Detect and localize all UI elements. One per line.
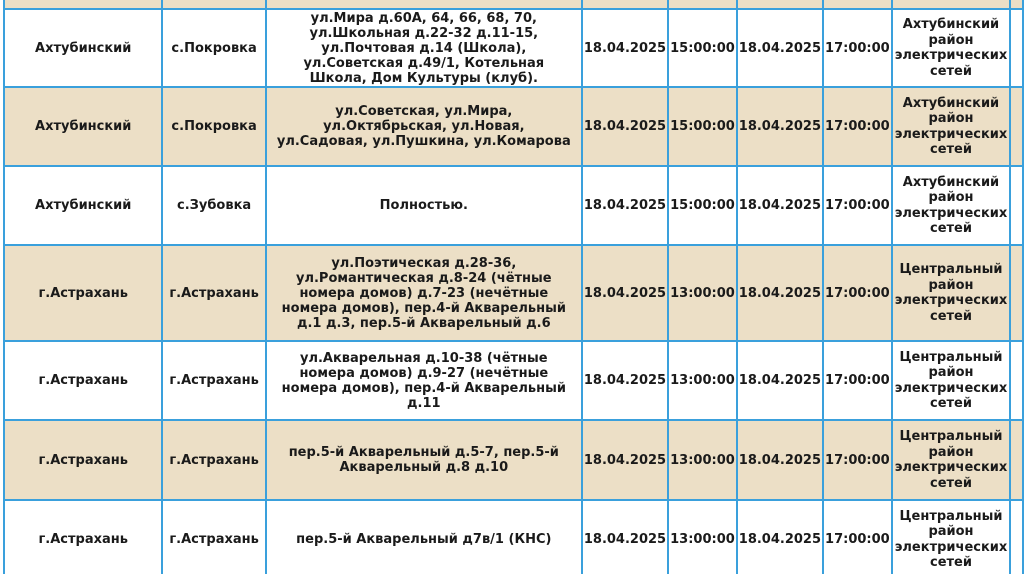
end-time-cell: 17:00:00	[823, 341, 892, 420]
end-time-cell	[823, 0, 892, 9]
end-time-cell: 17:00:00	[823, 245, 892, 341]
bottom-margin	[0, 574, 1024, 580]
cut-off-column-cell	[1010, 9, 1023, 87]
end-date-cell: 18.04.2025	[737, 341, 823, 420]
start-time-cell	[668, 0, 737, 9]
start-date-cell: 18.04.2025	[582, 87, 668, 166]
table-row	[4, 245, 1023, 341]
cut-off-column-cell	[1010, 500, 1023, 579]
table-row	[4, 420, 1023, 500]
start-time-cell: 13:00:00	[668, 245, 737, 341]
settlement-cell: г.Астрахань	[162, 341, 265, 420]
district-cell: г.Астрахань	[4, 341, 162, 420]
district-cell: г.Астрахань	[4, 420, 162, 500]
start-time-cell: 13:00:00	[668, 341, 737, 420]
end-date-cell: 18.04.2025	[737, 166, 823, 245]
table-row	[4, 500, 1023, 579]
table-row	[4, 87, 1023, 166]
cut-off-column-cell	[1010, 0, 1023, 9]
address-cell: ул.Мира д.60А, 64, 66, 68, 70, ул.Школьная д.22-32 д.11-15, ул.Почтовая д.14 (Школа), ул.Советская д.49/1, Котельная Школа, Дом Культуры (клуб).	[266, 9, 582, 87]
organization-cell	[892, 0, 1011, 9]
start-time-cell: 13:00:00	[668, 500, 737, 579]
address-cell: ул.Поэтическая д.28-36, ул.Романтическая д.8-24 (чётные номера домов) д.7-23 (нечётные номера домов), пер.4-й Акварельный д.1 д.3, пер.5-й Акварельный д.6	[266, 245, 582, 341]
end-date-cell: 18.04.2025	[737, 500, 823, 579]
start-date-cell: 18.04.2025	[582, 9, 668, 87]
district-cell: Ахтубинский	[4, 166, 162, 245]
settlement-cell: с.Покровка	[162, 9, 265, 87]
start-date-cell	[582, 0, 668, 9]
address-cell: пер.5-й Акварельный д.5-7, пер.5-й Акварельный д.8 д.10	[266, 420, 582, 500]
table-row	[4, 166, 1023, 245]
address-cell: Полностью.	[266, 166, 582, 245]
settlement-cell: г.Астрахань	[162, 245, 265, 341]
organization-cell: Ахтубинский район электрических сетей	[892, 87, 1011, 166]
district-cell: г.Астрахань	[4, 500, 162, 579]
start-date-cell: 18.04.2025	[582, 341, 668, 420]
organization-cell: Ахтубинский район электрических сетей	[892, 9, 1011, 87]
cut-off-column-cell	[1010, 420, 1023, 500]
end-date-cell	[737, 0, 823, 9]
organization-cell: Ахтубинский район электрических сетей	[892, 166, 1011, 245]
start-date-cell: 18.04.2025	[582, 245, 668, 341]
end-date-cell: 18.04.2025	[737, 87, 823, 166]
start-date-cell: 18.04.2025	[582, 166, 668, 245]
district-cell	[4, 0, 162, 9]
district-cell: Ахтубинский	[4, 9, 162, 87]
cut-off-column-cell	[1010, 166, 1023, 245]
address-cell: ул.Советская, ул.Мира, ул.Октябрьская, ул.Новая, ул.Садовая, ул.Пушкина, ул.Комарова	[266, 87, 582, 166]
end-time-cell: 17:00:00	[823, 500, 892, 579]
power-outage-schedule-table	[3, 0, 1024, 580]
end-date-cell: 18.04.2025	[737, 420, 823, 500]
address-cell: пер.5-й Акварельный д7в/1 (КНС)	[266, 500, 582, 579]
start-time-cell: 15:00:00	[668, 166, 737, 245]
end-date-cell: 18.04.2025	[737, 245, 823, 341]
end-date-cell: 18.04.2025	[737, 9, 823, 87]
settlement-cell: г.Астрахань	[162, 420, 265, 500]
settlement-cell: с.Покровка	[162, 87, 265, 166]
cut-off-column-cell	[1010, 87, 1023, 166]
end-time-cell: 17:00:00	[823, 9, 892, 87]
organization-cell: Центральный район электрических сетей	[892, 245, 1011, 341]
organization-cell: Центральный район электрических сетей	[892, 420, 1011, 500]
organization-cell: Центральный район электрических сетей	[892, 500, 1011, 579]
end-time-cell: 17:00:00	[823, 87, 892, 166]
district-cell: Ахтубинский	[4, 87, 162, 166]
table-row	[4, 341, 1023, 420]
address-cell: ул.Акварельная д.10-38 (чётные номера домов) д.9-27 (нечётные номера домов), пер.4-й Акварельный д.11	[266, 341, 582, 420]
organization-cell: Центральный район электрических сетей	[892, 341, 1011, 420]
settlement-cell: с.Зубовка	[162, 166, 265, 245]
start-date-cell: 18.04.2025	[582, 420, 668, 500]
table-body	[4, 0, 1023, 579]
district-cell: г.Астрахань	[4, 245, 162, 341]
cut-off-column-cell	[1010, 245, 1023, 341]
start-date-cell: 18.04.2025	[582, 500, 668, 579]
start-time-cell: 15:00:00	[668, 87, 737, 166]
end-time-cell: 17:00:00	[823, 166, 892, 245]
cut-off-column-cell	[1010, 341, 1023, 420]
settlement-cell	[162, 0, 265, 9]
settlement-cell: г.Астрахань	[162, 500, 265, 579]
start-time-cell: 13:00:00	[668, 420, 737, 500]
table-row	[4, 0, 1023, 9]
end-time-cell: 17:00:00	[823, 420, 892, 500]
address-cell	[266, 0, 582, 9]
table-row	[4, 9, 1023, 87]
start-time-cell: 15:00:00	[668, 9, 737, 87]
